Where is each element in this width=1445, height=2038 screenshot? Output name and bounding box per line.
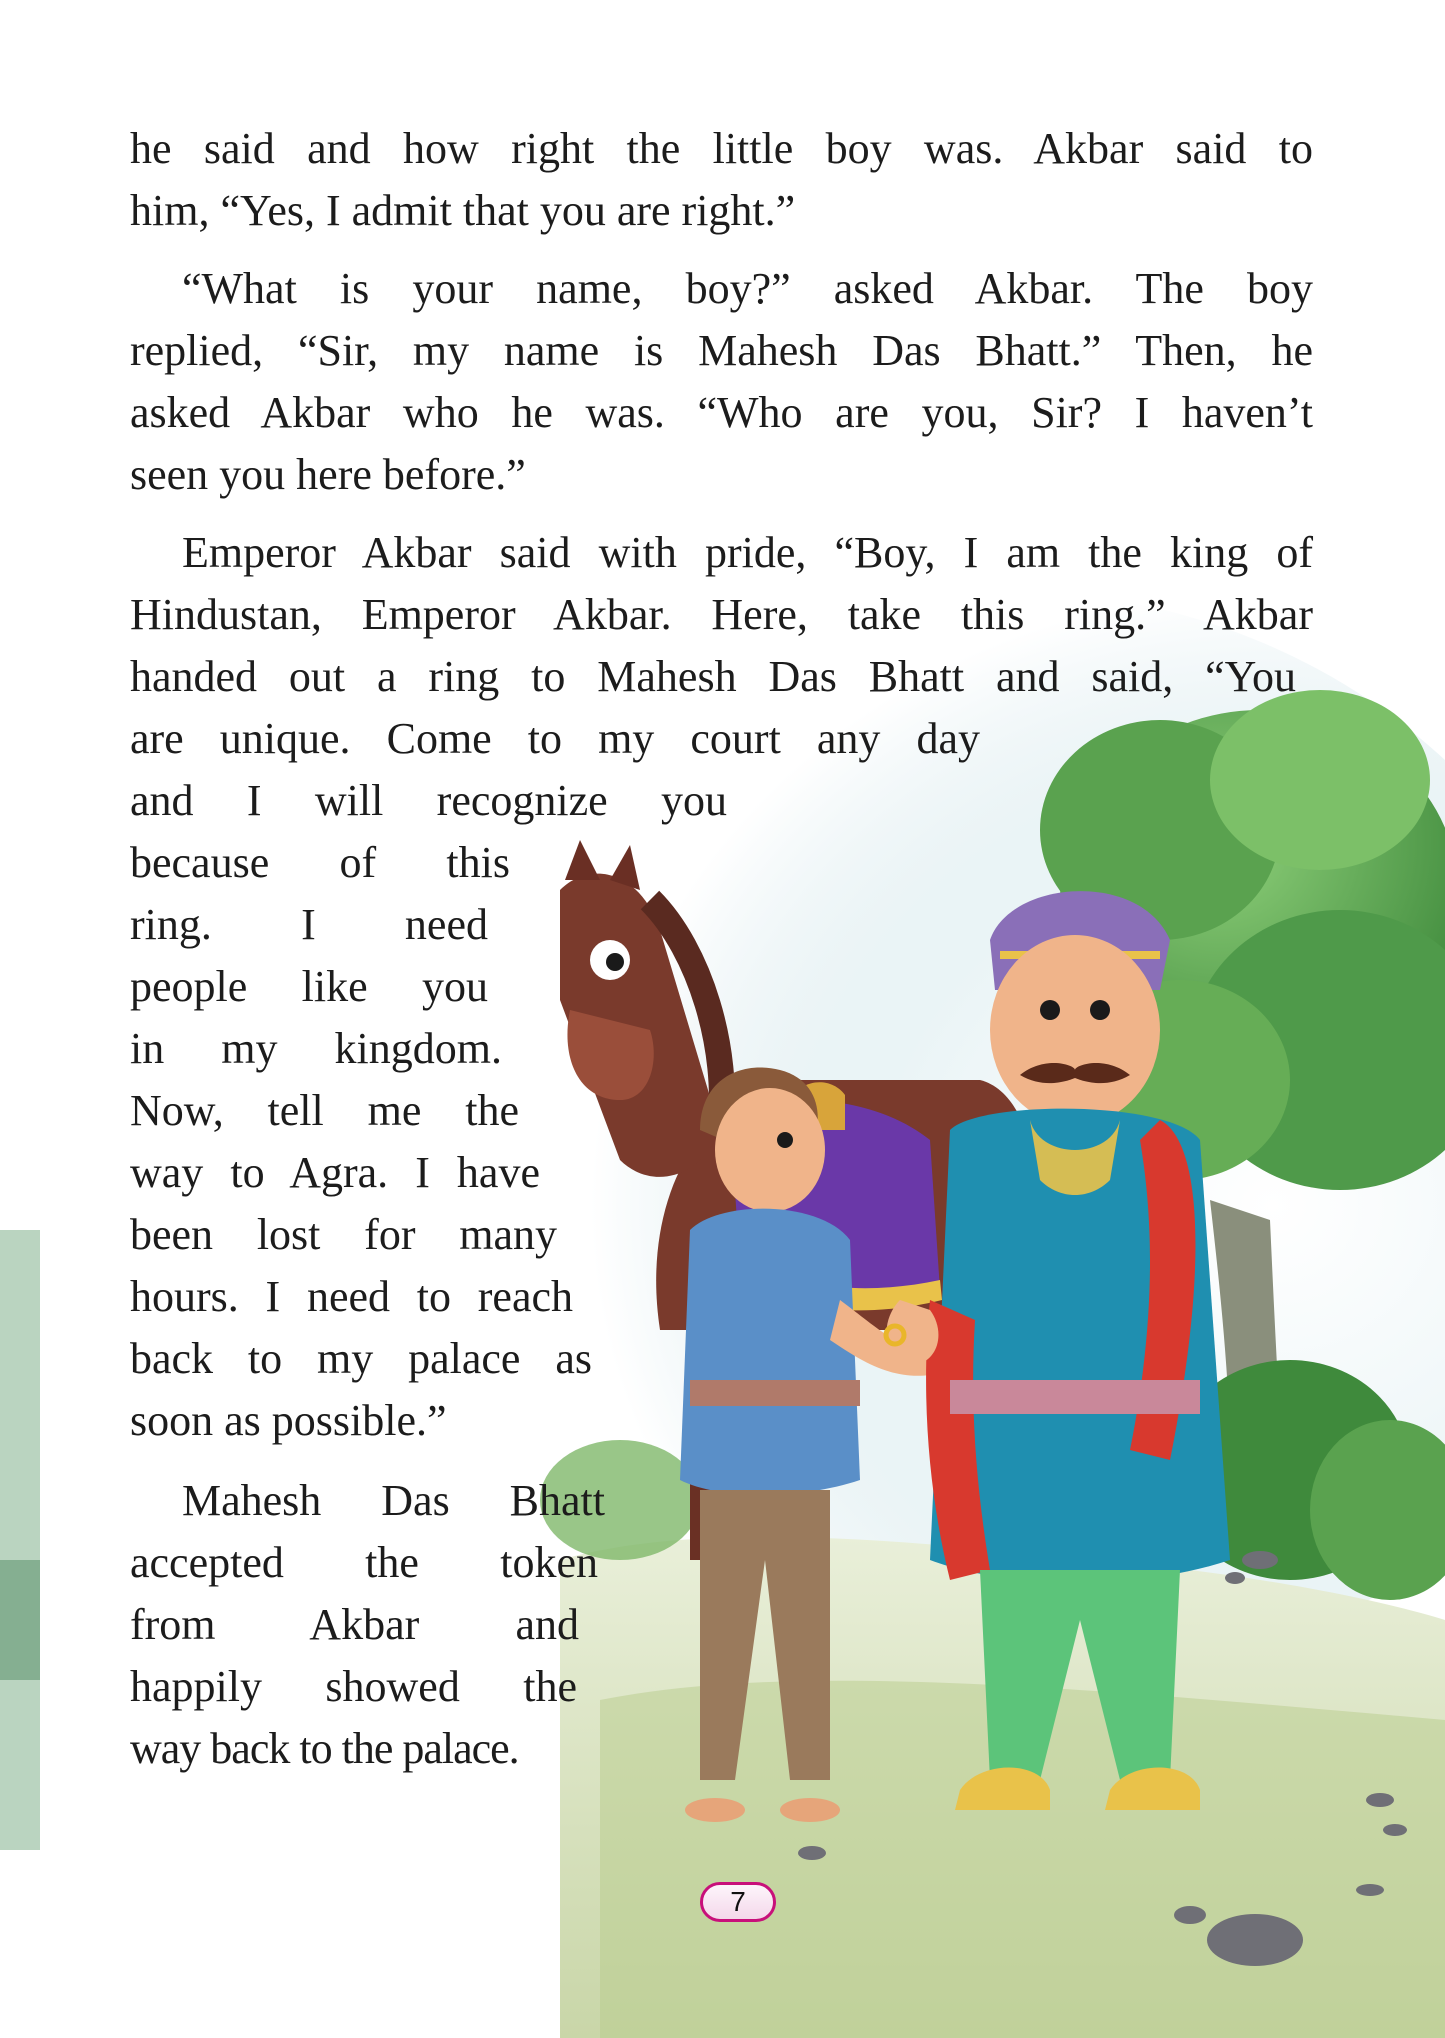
text-line: people like you xyxy=(130,962,488,1011)
text-line: handed out a ring to Mahesh Das Bhatt and said, “You xyxy=(130,652,1296,701)
text-line: hours. I need to reach xyxy=(130,1272,573,1321)
text-line: way back to the palace. xyxy=(130,1724,519,1773)
text-line: seen you here before.” xyxy=(130,450,526,499)
text-line: way to Agra. I have xyxy=(130,1148,540,1197)
text-line: from Akbar and xyxy=(130,1600,579,1649)
text-line: him, “Yes, I admit that you are right.” xyxy=(130,186,796,235)
text-line: and I will recognize you xyxy=(130,776,727,825)
text-line: happily showed the xyxy=(130,1662,577,1711)
text-line: Emperor Akbar said with pride, “Boy, I am the king of xyxy=(182,528,1313,577)
text-line: Hindustan, Emperor Akbar. Here, take this ring.” Akbar xyxy=(130,590,1313,639)
text-line: Now, tell me the xyxy=(130,1086,519,1135)
text-line: “What is your name, boy?” asked Akbar. The boy xyxy=(182,264,1313,313)
text-line: asked Akbar who he was. “Who are you, Sir? I haven’t xyxy=(130,388,1313,437)
text-line: he said and how right the little boy was. Akbar said to xyxy=(130,124,1313,173)
text-line: been lost for many xyxy=(130,1210,557,1259)
text-line: in my kingdom. xyxy=(130,1024,502,1073)
page-number-badge xyxy=(700,1882,776,1922)
text-line: are unique. Come to my court any day xyxy=(130,714,980,763)
text-line: Mahesh Das Bhatt xyxy=(182,1476,605,1525)
text-line: soon as possible.” xyxy=(130,1396,447,1445)
text-line: replied, “Sir, my name is Mahesh Das Bhatt.” Then, he xyxy=(130,326,1313,375)
text-line: accepted the token xyxy=(130,1538,598,1587)
page-number: 7 xyxy=(730,1886,746,1917)
text-line: ring. I need xyxy=(130,900,488,949)
text-line: back to my palace as xyxy=(130,1334,592,1383)
left-forest-strip xyxy=(0,1230,40,1850)
text-line: because of this xyxy=(130,838,510,887)
